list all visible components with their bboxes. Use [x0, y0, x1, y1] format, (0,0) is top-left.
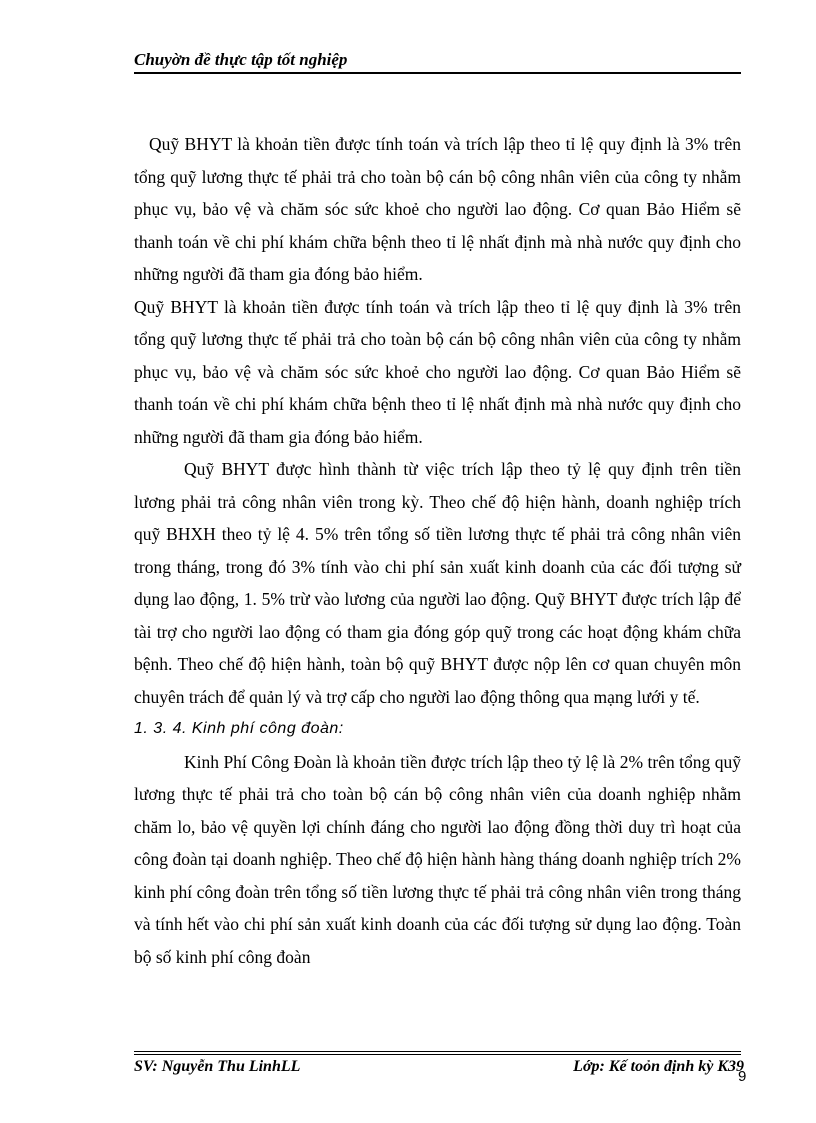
footer-student-name: SV: Nguyễn Thu LinhLL [134, 1058, 301, 1075]
page-number: 9 [738, 1068, 747, 1085]
footer-divider-secondary [134, 1054, 741, 1055]
paragraph-kpcd: Kinh Phí Công Đoàn là khoản tiền được trích lập theo tỷ lệ là 2% trên tổng quỹ lương thực tế phải trả cho toàn bộ cán bộ công nhân viên của doanh nghiệp nhằm chăm lo, bảo vệ quyền lợi chính đáng cho người lao động đồng thời duy trì hoạt của công đoàn tại doanh nghiệp. Theo chế độ hiện hành hàng tháng doanh nghiệp trích 2% kinh phí công đoàn trên tổng số tiền lương thực tế phải trả công nhân viên trong tháng và tính hết vào chi phí sản xuất kinh doanh của các đối tượng sử dụng lao động. Toàn bộ số kinh phí công đoàn [134, 751, 741, 967]
header-title: Chuyờn đề thực tập tốt nghiệp [134, 50, 348, 69]
section-heading: 1. 3. 4. Kinh phí công đoàn: [134, 720, 344, 737]
paragraph-bhyt-2: Quỹ BHYT là khoản tiền được tính toán và trích lập theo tỉ lệ quy định là 3% trên tổng quỹ lương thực tế phải trả cho toàn bộ cán bộ công nhân viên của công ty nhằm phục vụ, bảo vệ và chăm sóc sức khoẻ cho người lao động. Cơ quan Bảo Hiểm sẽ thanh toán về chi phí khám chữa bệnh theo tỉ lệ nhất định mà nhà nước quy định cho những người đã tham gia đóng bảo hiểm. [134, 296, 741, 447]
document-body [134, 128, 741, 973]
paragraph-bhyt-1: Quỹ BHYT là khoản tiền được tính toán và trích lập theo tỉ lệ quy định là 3% trên tổng quỹ lương thực tế phải trả cho toàn bộ cán bộ công nhân viên của công ty nhằm phục vụ, bảo vệ và chăm sóc sức khoẻ cho người lao động. Cơ quan Bảo Hiểm sẽ thanh toán về chi phí khám chữa bệnh theo tỉ lệ nhất định mà nhà nước quy định cho những người đã tham gia đóng bảo hiểm. [134, 134, 741, 284]
footer-divider [134, 1051, 741, 1052]
footer-class-name: Lớp: Kế toỏn định kỳ K39 [573, 1058, 744, 1075]
page-header [134, 50, 741, 74]
paragraph-bhyt-3: Quỹ BHYT được hình thành từ việc trích lập theo tỷ lệ quy định trên tiền lương phải trả công nhân viên trong kỳ. Theo chế độ hiện hành, doanh nghiệp trích quỹ BHXH theo tỷ lệ 4. 5% trên tổng số tiền lương thực tế phải trả công nhân viên trong tháng, trong đó 3% tính vào chi phí sản xuất kinh doanh của các đối tượng sử dụng lao động, 1. 5% trừ vào lương của người lao động. Quỹ BHYT được trích lập để tài trợ cho người lao động có tham gia đóng góp quỹ trong các hoạt động khám chữa bệnh. Theo chế độ hiện hành, toàn bộ quỹ BHYT được nộp lên cơ quan chuyên môn chuyên trách để quản lý và trợ cấp cho người lao động thông qua mạng lưới y tế. [134, 459, 741, 707]
